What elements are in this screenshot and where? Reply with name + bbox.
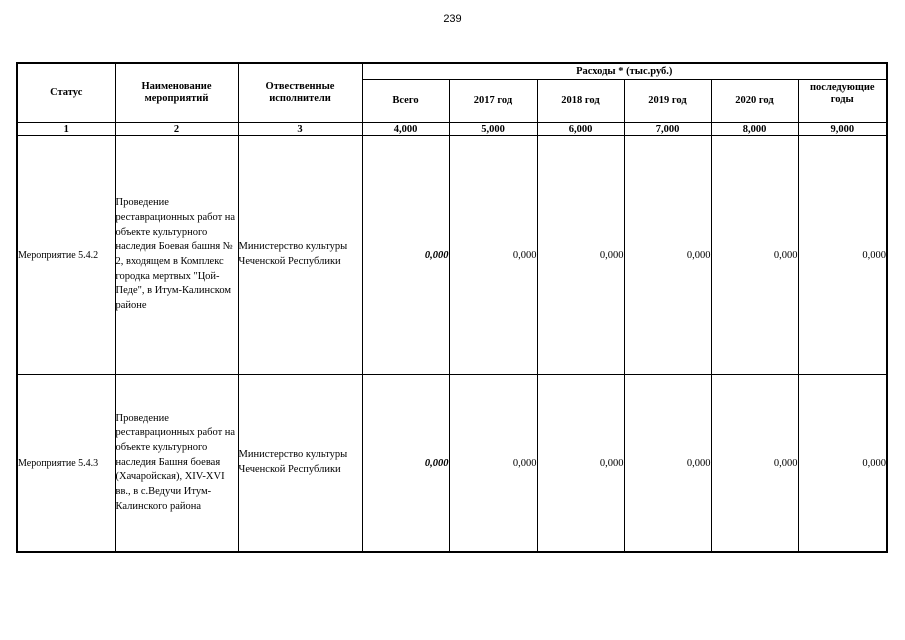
row-2019: 0,000	[624, 136, 711, 375]
column-number: 8,000	[711, 123, 798, 136]
row-total: 0,000	[362, 136, 449, 375]
row-2017: 0,000	[449, 375, 537, 553]
row-total: 0,000	[362, 375, 449, 553]
row-2017: 0,000	[449, 136, 537, 375]
row-name: Проведение реставрационных работ на объекте культурного наследия Боевая башня № 2, входящем в Комплекс городка мертвых "Цой- Педе", в Итум-Калинском районе	[115, 136, 238, 375]
column-number: 1	[17, 123, 115, 136]
table-row	[17, 375, 887, 553]
row-following: 0,000	[798, 375, 887, 553]
header-status: Статус	[17, 63, 115, 123]
row-2020: 0,000	[711, 136, 798, 375]
row-executor: Министерство культуры Чеченской Республики	[238, 136, 362, 375]
row-2018: 0,000	[537, 375, 624, 553]
header-2017: 2017 год	[449, 80, 537, 123]
header-name: Наименование мероприятий	[115, 63, 238, 123]
row-status: Мероприятие 5.4.2	[17, 136, 115, 375]
header-following-years-label: последующие годы	[810, 82, 875, 105]
header-expenses-group: Расходы * (тыс.руб.)	[362, 63, 887, 80]
header-executors: Отвественные исполнители	[238, 63, 362, 123]
column-number: 9,000	[798, 123, 887, 136]
row-following: 0,000	[798, 136, 887, 375]
column-number: 2	[115, 123, 238, 136]
page-number: 239	[443, 13, 462, 25]
row-executor: Министерство культуры Чеченской Республики	[238, 375, 362, 553]
column-number: 7,000	[624, 123, 711, 136]
row-status: Мероприятие 5.4.3	[17, 375, 115, 553]
header-total: Всего	[362, 80, 449, 123]
header-2020: 2020 год	[711, 80, 798, 123]
row-2019: 0,000	[624, 375, 711, 553]
expenses-table	[16, 62, 888, 553]
row-name: Проведение реставрационных работ на объекте культурного наследия Башня боевая (Хачаройская), XIV-XVI вв., в с.Ведучи Итум-Калинского района	[115, 375, 238, 553]
row-2020: 0,000	[711, 375, 798, 553]
column-number: 6,000	[537, 123, 624, 136]
row-2018: 0,000	[537, 136, 624, 375]
header-2018: 2018 год	[537, 80, 624, 123]
header-following-years	[798, 80, 887, 123]
column-number: 5,000	[449, 123, 537, 136]
column-number: 3	[238, 123, 362, 136]
column-number: 4,000	[362, 123, 449, 136]
table-row	[17, 136, 887, 375]
header-2019: 2019 год	[624, 80, 711, 123]
